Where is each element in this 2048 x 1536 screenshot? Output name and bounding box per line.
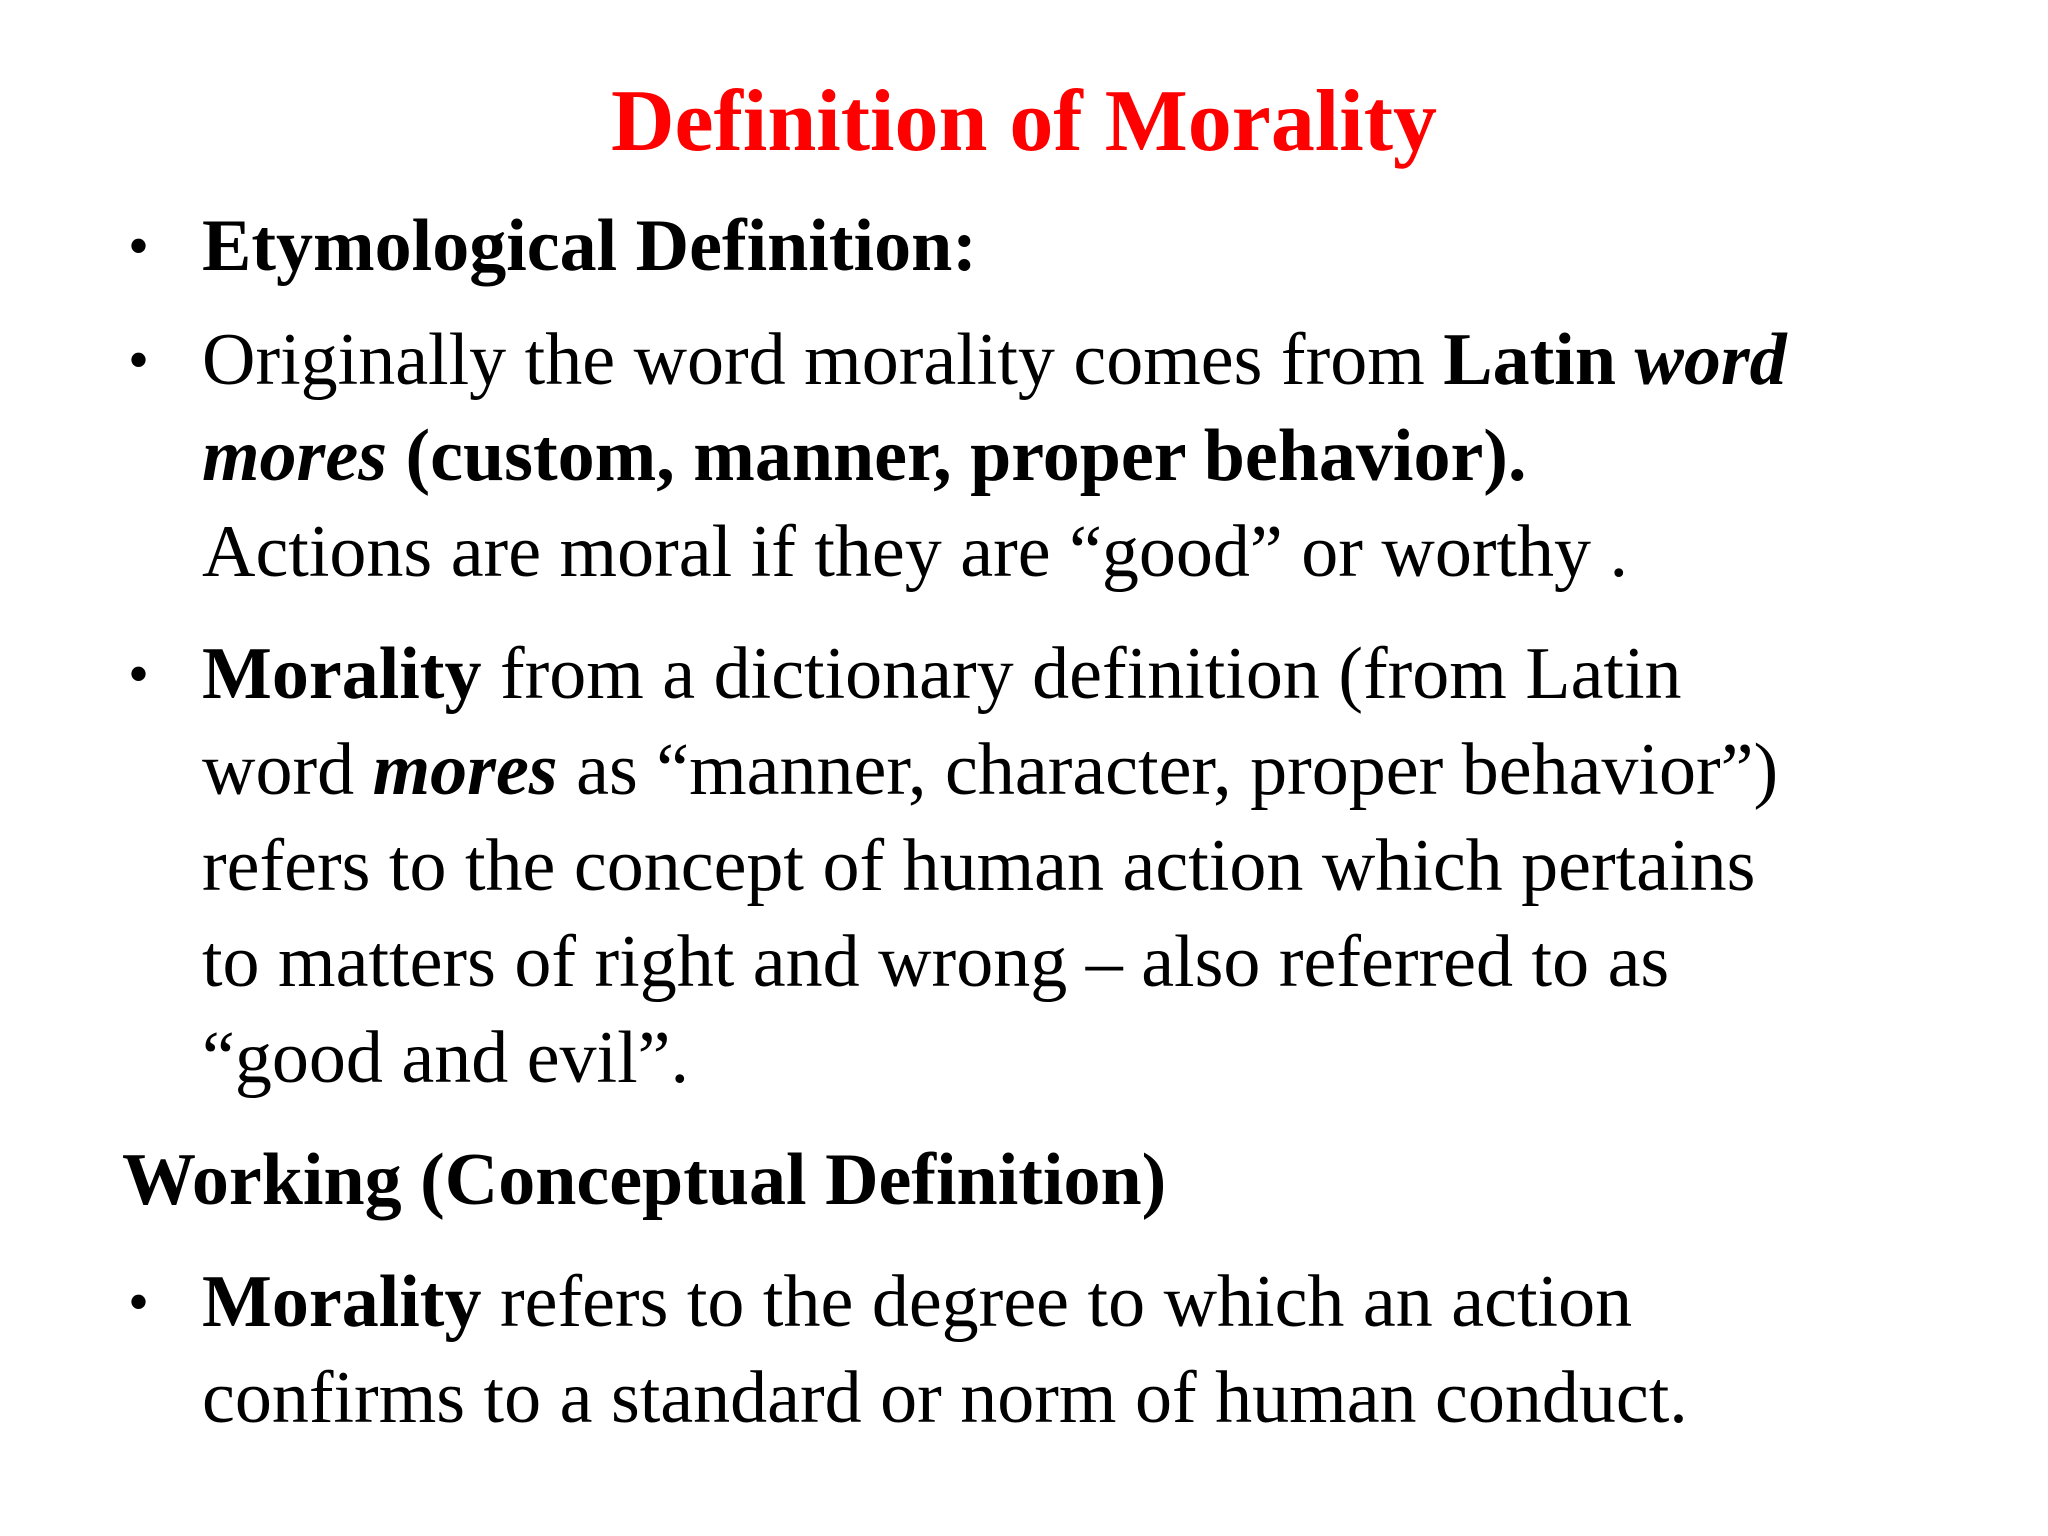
bullet-dictionary: [122, 626, 2002, 1106]
dictionary-line-3: refers to the concept of human action which pertains: [202, 825, 1756, 907]
origin-line-3: Actions are moral if they are “good” or worthy .: [202, 511, 1629, 593]
morality-bold-text: Morality: [202, 633, 482, 715]
mores-text: mores: [372, 729, 558, 811]
bullet-marker: •: [128, 213, 150, 279]
mores-text: mores: [202, 415, 387, 497]
dictionary-line-4: to matters of right and wrong – also referred to as: [202, 921, 1670, 1003]
working-heading: Working (Conceptual Definition): [122, 1139, 1167, 1221]
working-text: refers to the degree to which an action: [481, 1261, 1633, 1343]
latin-text: Latin: [1443, 319, 1635, 401]
bullet-origin: [122, 312, 2002, 600]
bullet-etymological-heading: [122, 198, 2002, 294]
dictionary-text: from a dictionary definition (from Latin: [481, 633, 1682, 715]
bullet-marker: •: [128, 641, 150, 707]
working-line-2: confirms to a standard or norm of human conduct.: [202, 1357, 1688, 1439]
origin-line-1: [202, 312, 2002, 408]
word-plain-text: word: [202, 729, 373, 811]
bullet-marker: •: [128, 1269, 150, 1335]
dictionary-line-2: [202, 722, 2002, 818]
origin-text: Originally the word morality comes from: [202, 319, 1444, 401]
working-line-1: [202, 1254, 2002, 1350]
morality-bold-text: Morality: [202, 1261, 482, 1343]
word-text: word: [1634, 319, 1787, 401]
dictionary-line-1: [202, 626, 2002, 722]
bullet-working-definition: [122, 1254, 2002, 1446]
slide-content: [122, 198, 2002, 1446]
dictionary-line-5: “good and evil”.: [202, 1017, 689, 1099]
origin-line-2: [202, 408, 2002, 504]
custom-manner-text: (custom, manner, proper behavior).: [387, 415, 1527, 497]
etymological-heading-text: Etymological Definition:: [202, 205, 977, 287]
bullet-marker: •: [128, 327, 150, 393]
slide-title: Definition of Morality: [610, 73, 1438, 170]
manner-character-text: as “manner, character, proper behavior”): [557, 729, 1779, 811]
